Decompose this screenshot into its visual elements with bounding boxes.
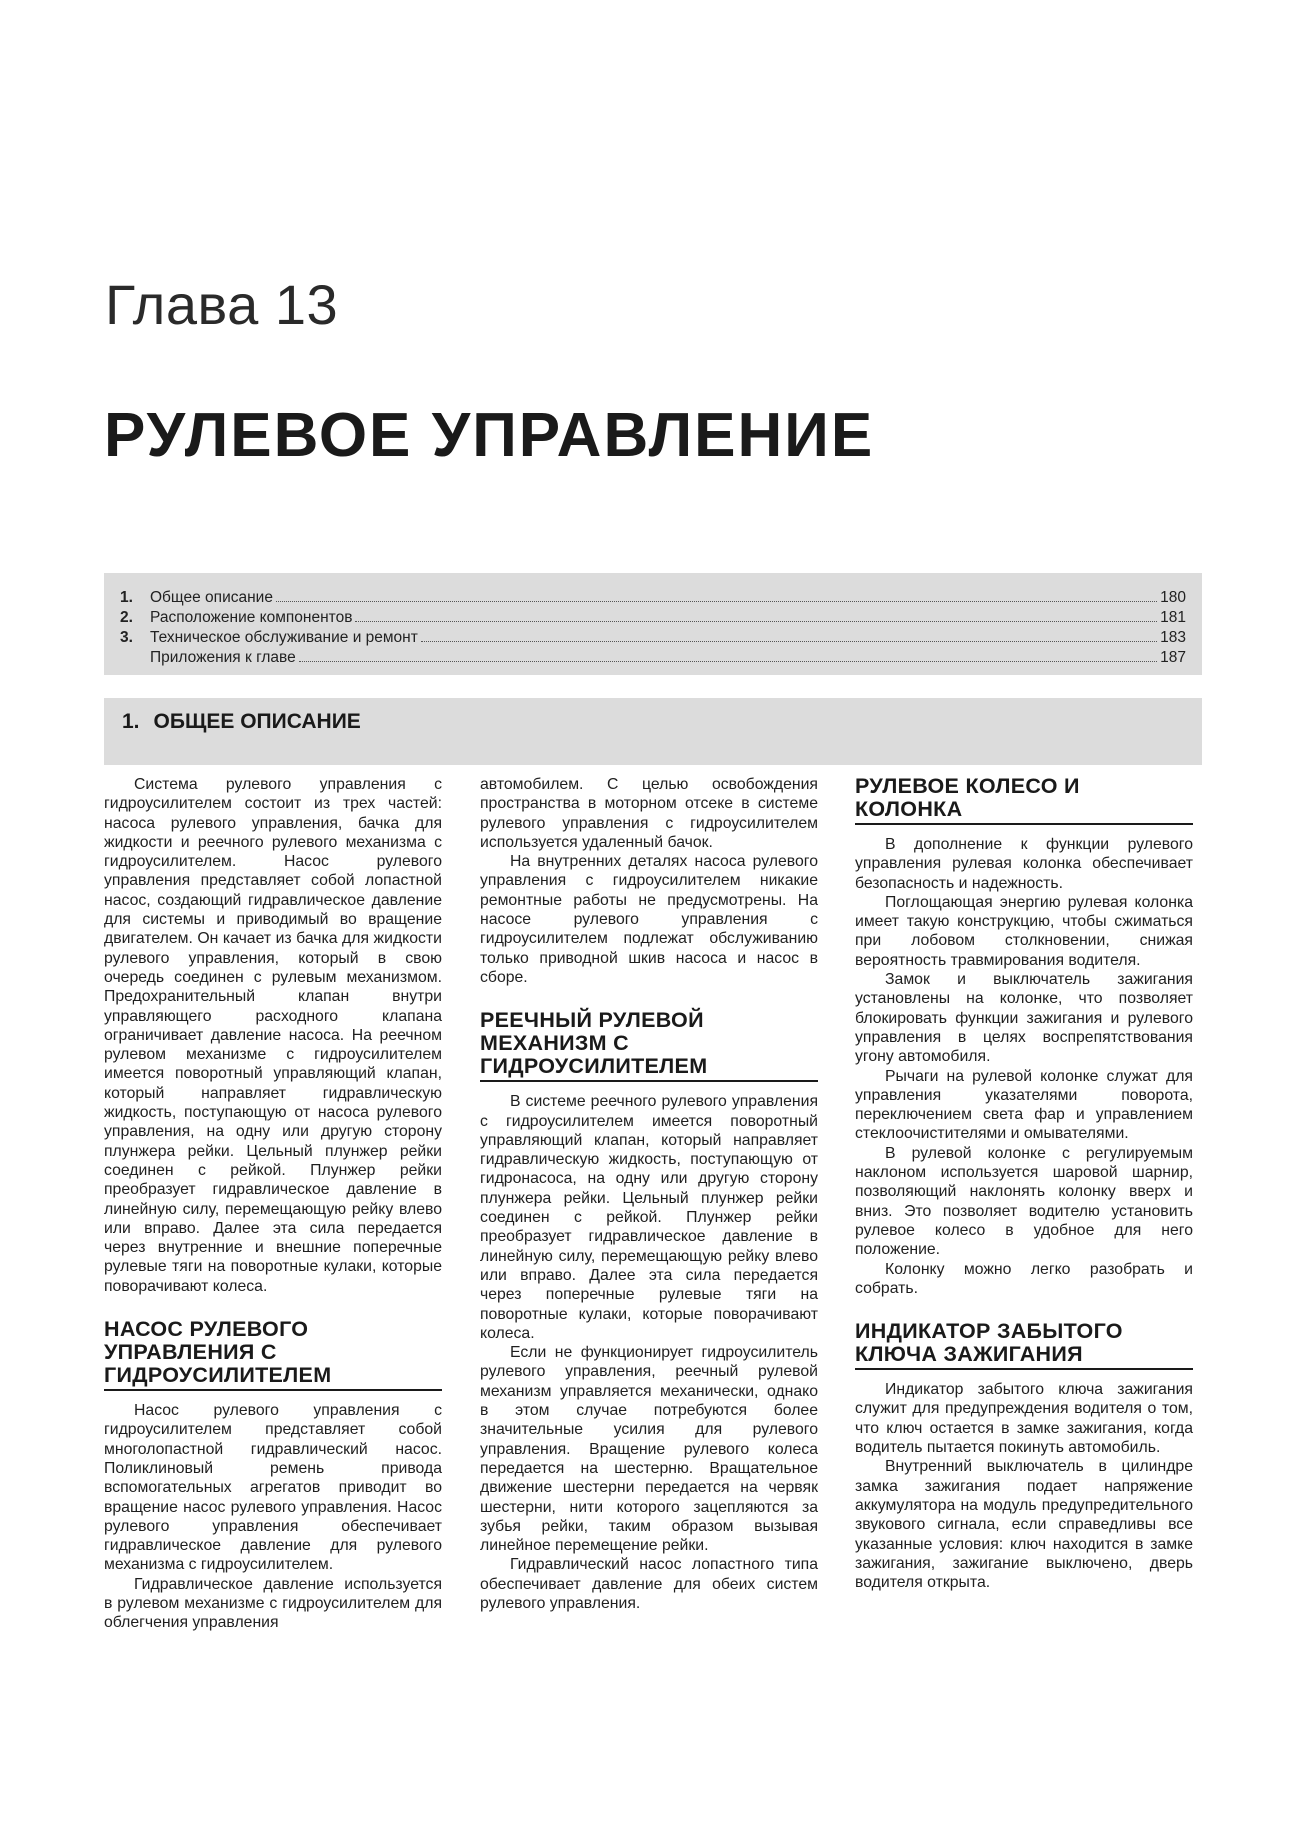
toc-page: 183 — [1160, 629, 1186, 646]
paragraph: Если не функционирует гидроусилитель рулевого управления, реечный рулевой механизм управляется механически, однако в этом случае потребуются более значительные усилия для рулевого управления. Вращение рулевого колеса передается на шестерню. Вращательное движение шестерни передается на червяк шестерни, нити которого зацепляются за зубья рейки, таким образом вызывая линейное перемещение рейки. — [480, 1344, 818, 1555]
toc-title: Приложения к главе — [150, 649, 296, 666]
subheading-key-indicator: ИНДИКАТОР ЗАБЫТОГО КЛЮЧА ЗАЖИГАНИЯ — [855, 1320, 1193, 1370]
chapter-title: РУЛЕВОЕ УПРАВЛЕНИЕ — [104, 401, 875, 470]
paragraph: Гидравлический насос лопастного типа обеспечивает давление для обеих систем рулевого управления. — [480, 1556, 818, 1612]
paragraph: автомобилем. С целью освобождения пространства в моторном отсеке в системе рулевого управления с гидроусилителем используется удаленный бачок. — [480, 776, 818, 851]
toc-page: 180 — [1160, 589, 1186, 606]
paragraph: На внутренних деталях насоса рулевого управления с гидроусилителем никакие ремонтные работы не предусмотрены. На насосе рулевого управления с гидроусилителем подлежат обслуживанию только приводной шкив насоса и насос в сборе. — [480, 853, 818, 986]
toc-leader — [421, 641, 1157, 642]
paragraph: Поглощающая энергию рулевая колонка имеет такую конструкцию, чтобы сжиматься при лобовом столкновении, снижая вероятность травмирования водителя. — [855, 893, 1193, 969]
toc-number: 3. — [120, 629, 133, 646]
paragraph: Насос рулевого управления с гидроусилителем представляет собой многолопастной гидравлический насос. Поликлиновый ремень привода вспомогательных агрегатов приводит во вращение насос рулевого управления. Насос рулевого управления обеспечивает гидравлическое давление для рулевого механизма с гидроусилителем. — [104, 1402, 442, 1574]
section-header-bar — [104, 698, 1202, 765]
toc-leader — [276, 601, 1157, 602]
toc-leader — [355, 621, 1157, 622]
text-column-3 — [855, 775, 1193, 1592]
text-column-2 — [480, 775, 818, 1613]
paragraph: Гидравлическое давление используется в рулевом механизме с гидроусилителем для облегчения управления — [104, 1575, 442, 1632]
toc-row[interactable] — [120, 649, 1186, 667]
text-column-1 — [104, 775, 442, 1633]
toc-title: Расположение компонентов — [150, 609, 353, 626]
paragraph: Индикатор забытого ключа зажигания служит для предупреждения водителя о том, что ключ остается в замке зажигания, когда водитель пытается покинуть автомобиль. — [855, 1381, 1193, 1457]
toc-row[interactable] — [120, 589, 1186, 607]
subheading-steering-wheel: РУЛЕВОЕ КОЛЕСО И КОЛОНКА — [855, 775, 1193, 825]
paragraph: Рычаги на рулевой колонке служат для управления указателями поворота, переключением света фар и управлением стеклоочистителями и омывателями. — [855, 1067, 1193, 1143]
toc-title: Общее описание — [150, 589, 273, 606]
toc-number: 2. — [120, 609, 133, 626]
toc-row[interactable] — [120, 609, 1186, 627]
toc-number: 1. — [120, 589, 133, 606]
paragraph: В рулевой колонке с регулируемым наклоном используется шаровой шарнир, позволяющий наклонять колонку вверх и вниз. Это позволяет водителю установить рулевое колесо в удобное для него положение. — [855, 1144, 1193, 1259]
subheading-pump: НАСОС РУЛЕВОГО УПРАВЛЕНИЯ С ГИДРОУСИЛИТЕЛЕМ — [104, 1318, 442, 1391]
toc-leader — [299, 661, 1157, 662]
paragraph: Колонку можно легко разобрать и собрать. — [855, 1260, 1193, 1297]
paragraph: Замок и выключатель зажигания установлены на колонке, что позволяет блокировать функции зажигания и рулевого управления в целях воспрепятствования угону автомобиля. — [855, 971, 1193, 1066]
section-number: 1. — [122, 710, 140, 733]
chapter-label: Глава 13 — [105, 273, 339, 336]
section-title: ОБЩЕЕ ОПИСАНИЕ — [153, 710, 361, 733]
toc-page: 181 — [1160, 609, 1186, 626]
paragraph: В системе реечного рулевого управления с гидроусилителем имеется поворотный управляющий клапан, который направляет гидравлическую жидкость, поступающую от гидронасоса, на одну или другую сторону плунжера рейки. Цельный плунжер рейки соединен с рейкой. Плунжер рейки преобразует гидравлическое давление в линейную силу, перемещающую рейку влево или вправо. Далее эта сила передается через поперечные рулевые тяги на поворотные кулаки, которые поворачивают колеса. — [480, 1093, 818, 1342]
paragraph: В дополнение к функции рулевого управления рулевая колонка обеспечивает безопасность и надежность. — [855, 836, 1193, 892]
paragraph: Система рулевого управления с гидроусилителем состоит из трех частей: насоса рулевого управления, бачка для жидкости и реечного рулевого механизма с гидроусилителем. Насос рулевого управления представляет собой лопастной насос, создающий гидравлическое давление для системы и приводимый во вращение двигателем. Он качает из бачка для жидкости рулевого управления, который в свою очередь соединен с рулевым механизмом. Предохранительный клапан внутри управляющего расходного клапана ограничивает давление насоса. На реечном рулевом механизме с гидроусилителем имеется поворотный управляющий клапан, который направляет гидравлическую жидкость, поступающую от насоса рулевого управления, на одну или другую сторону плунжера рейки. Цельный плунжер рейки соединен с рейкой. Плунжер рейки преобразует гидравлическое давление в линейную силу, перемещающую рейку влево или вправо. Далее эта сила передается через внутренние и внешние поперечные рулевые тяги на поворотные кулаки, которые поворачивают колеса. — [104, 776, 442, 1295]
table-of-contents — [104, 573, 1202, 675]
toc-page: 187 — [1160, 649, 1186, 666]
subheading-rack: РЕЕЧНЫЙ РУЛЕВОЙ МЕХАНИЗМ С ГИДРОУСИЛИТЕЛЕМ — [480, 1009, 818, 1082]
toc-title: Техническое обслуживание и ремонт — [150, 629, 418, 646]
paragraph: Внутренний выключатель в цилиндре замка зажигания подает напряжение аккумулятора на модуль предупредительного звукового сигнала, если справедливы все указанные условия: ключ находится в замке зажигания, зажигание выключено, дверь водителя открыта. — [855, 1458, 1193, 1592]
toc-row[interactable] — [120, 629, 1186, 647]
